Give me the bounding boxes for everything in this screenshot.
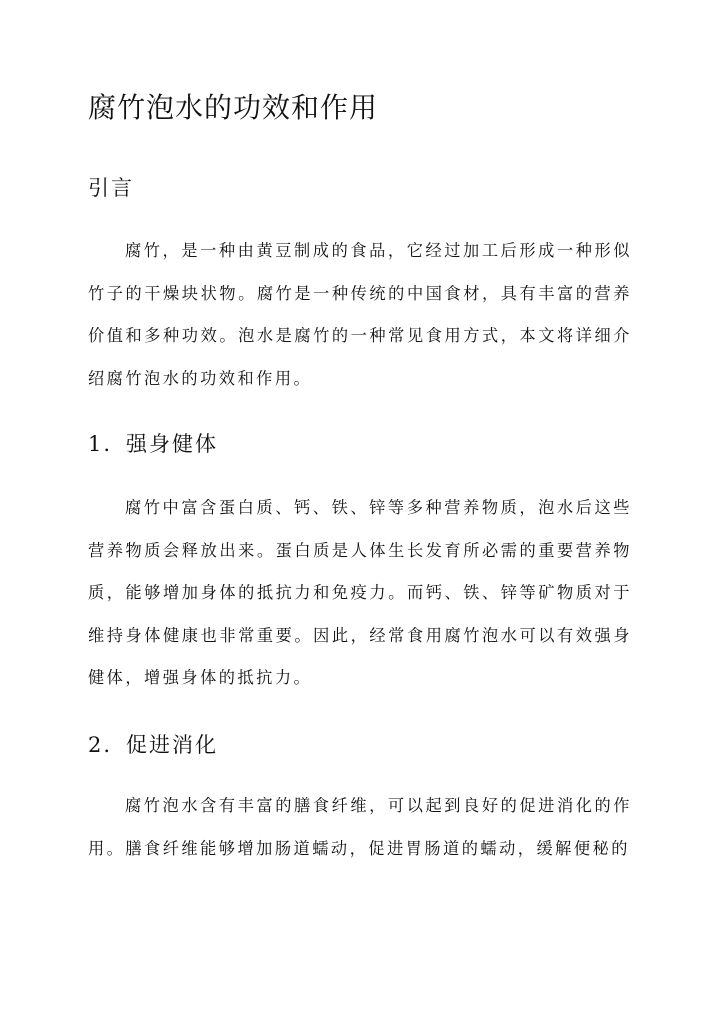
- section-2-paragraph: 腐竹泡水含有丰富的膳食纤维，可以起到良好的促进消化的作用。膳食纤维能够增加肠道蠕动，促进胃肠道的蠕动，缓解便秘的: [88, 796, 632, 858]
- section-1-number: 1.: [88, 432, 113, 456]
- document-title: 腐竹泡水的功效和作用: [88, 91, 379, 124]
- section-1-heading: [88, 428, 218, 460]
- intro-heading: 引言: [88, 176, 134, 200]
- section-1-title: 强身健体: [126, 432, 218, 456]
- intro-paragraph: 腐竹，是一种由黄豆制成的食品，它经过加工后形成一种形似竹子的干燥块状物。腐竹是一种传统的中国食材，具有丰富的营养价值和多种功效。泡水是腐竹的一种常见食用方式，本文将详细介绍腐竹泡水的功效和作用。: [88, 241, 632, 388]
- section-2-heading: [88, 729, 218, 761]
- section-2-number: 2.: [88, 733, 113, 757]
- section-2-title: 促进消化: [126, 733, 218, 757]
- section-1-paragraph: 腐竹中富含蛋白质、钙、铁、锌等多种营养物质，泡水后这些营养物质会释放出来。蛋白质是人体生长发育所必需的重要营养物质，能够增加身体的抵抗力和免疫力。而钙、铁、锌等矿物质对于维持身体健康也非常重要。因此，经常食用腐竹泡水可以有效强身健体，增强身体的抵抗力。: [88, 498, 632, 687]
